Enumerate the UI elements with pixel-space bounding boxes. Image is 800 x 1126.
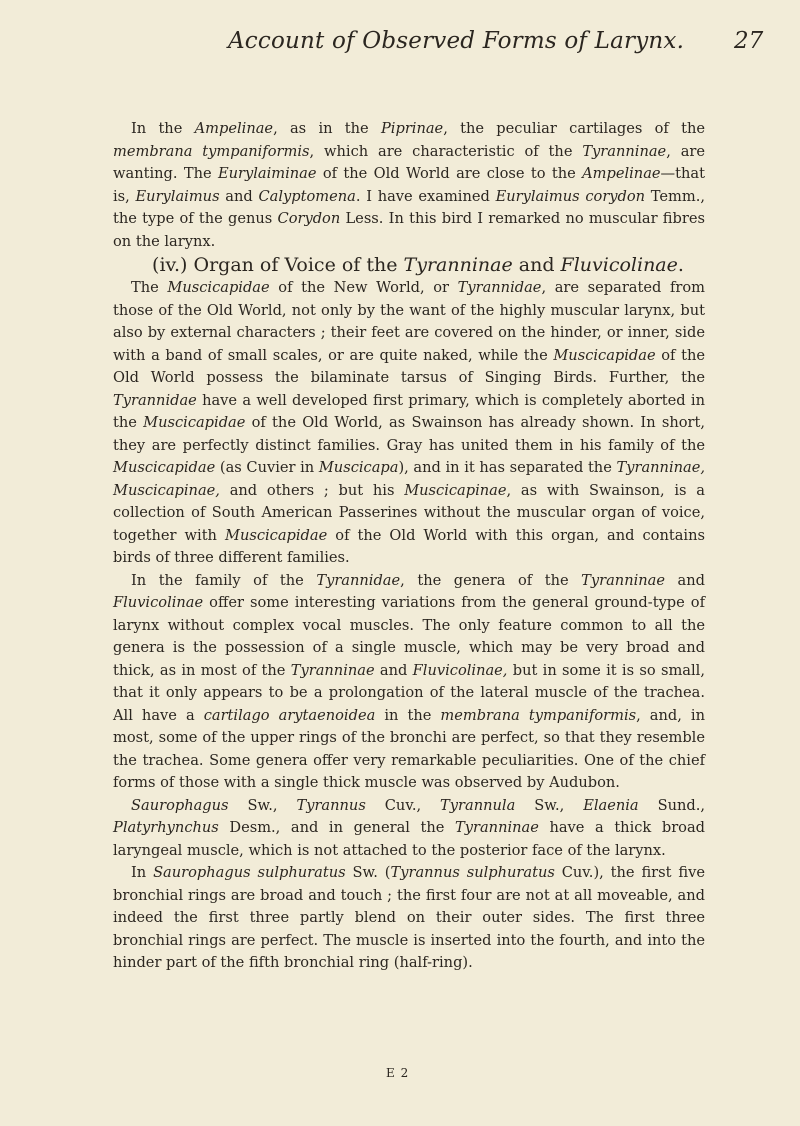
italic-term: Muscicapidae [143,414,246,431]
signature-mark: E 2 [386,1066,410,1080]
text-run: , are separated from those of the Old World, not only by the want of the highly muscular larynx, but also by external characters ; their feet are covered on the hinder, or inner, side with a band of small scales, or are quite naked, while the [113,279,705,364]
text-run: have a well developed first primary, which is completely aborted in the [113,391,705,431]
text-run: , are wanting. The [113,142,706,182]
text-run: . I have examined [355,187,496,205]
paragraph-2 [113,277,705,570]
italic-term: Muscicapidae [113,459,216,476]
text-run: of the Old World, as Swainson has already shown. In short, they are perfectly distinct families. Gray has united them in his family of the [113,414,705,454]
text-run: , and, in most, some of the upper rings of the bronchi are perfect, so that they resemble the trachea. Some genera offer very remarkable peculiarities. One of the chief forms of those with a single thick muscle was observed by Audubon. [113,706,705,791]
text-run: in the [375,706,441,724]
italic-term: Tyranninae [403,254,513,276]
text-run: In the family of the [131,571,317,589]
text-run: , as in the [273,120,381,137]
italic-term: Ampelinae [194,120,274,137]
italic-term: Tyranninae, Muscicapinae, [113,459,705,499]
text-run: ), and in it has separated the [398,459,617,476]
text-run: (iv.) Organ of Voice of the [152,254,404,276]
text-run: , as with Swainson, is a collection of South American Passerines without the muscular organ of voice, together with [113,481,705,544]
italic-term: Tyranninae [290,661,375,679]
section-heading [113,253,705,277]
text-run: Temm., the type of the genus [113,187,705,227]
italic-term: Muscicapa [318,459,399,476]
text-run: . [677,254,684,276]
text-run: , the peculiar cartilages of the [443,120,706,137]
italic-term: cartilago arytaenoidea [203,706,376,724]
text-run: The [131,279,168,296]
text-run: Less. In this bird I remarked no muscular fibres on the larynx. [113,210,705,250]
text-run: Sw. ( [345,864,391,881]
italic-term: Muscicapidae [167,279,270,296]
italic-term: Eurylaiminae [217,165,317,182]
paragraph-5 [113,862,705,975]
italic-term: Piprinae [380,120,444,137]
text-run: and [665,571,705,589]
text-run: of the Old World with this organ, and contains birds of three different families. [113,526,705,566]
page-number: 27 [734,28,764,54]
italic-term: membrana tympaniformis [440,706,637,724]
text-run: of the Old World possess the bilaminate tarsus of Singing Birds. Further, the [113,346,705,386]
italic-term: Saurophagus sulphuratus [153,864,346,881]
italic-term: Muscicapidae [553,346,656,364]
italic-term: Calyptomena [258,187,356,205]
text-run: and [219,187,259,205]
italic-term: Tyrannus [296,796,366,814]
body-text [113,118,705,975]
italic-term: Tyrannidae [316,571,401,589]
text-run: of the Old World are close to the [316,165,583,182]
text-run: and [512,254,561,276]
text-run: , which are characteristic of the [309,142,583,160]
italic-term: Fluvicolinae [560,254,678,276]
italic-term: Fluvicolinae, [412,661,508,679]
italic-term: Tyrannus sulphuratus [390,864,555,881]
italic-term: Tyrannula [440,796,516,814]
italic-term: Tyrannidae [113,391,197,409]
italic-term: Muscicapinae [404,481,507,499]
text-run: offer some interesting variations from the general ground-type of larynx without complex vocal muscles. The only feature common to all the genera is the possession of a single muscle, which may be very broad and thick, as in most of the [113,594,705,679]
italic-term: Eurylaimus [135,187,220,205]
running-title: Account of Observed Forms of Larynx. [228,28,685,54]
italic-term: Platyrhynchus [113,819,219,836]
italic-term: Saurophagus [131,796,229,814]
italic-term: Muscicapidae [225,526,328,544]
italic-term: Fluvicolinae [113,594,204,611]
text-run: Desm., and in general the [218,819,456,836]
italic-term: Ampelinae [582,165,661,182]
text-run: (as Cuvier in [215,459,319,476]
text-run: Cuv.), the first five bronchial rings are broad and touch ; the first four are not at all moveable, and indeed the first three partly blend on their outer sides. The first three bronchial rings are perfect. The muscle is inserted into the fourth, and into the hinder part of the fifth bronchial ring (half-ring). [113,864,706,971]
text-run: but in some it is so small, that it only appears to be a prolongation of the lateral muscle of the trachea. All have a [113,661,705,724]
text-run: Sw., [515,796,584,814]
italic-term: Tyranninae [455,819,539,836]
text-run: In the [131,120,195,137]
text-run: Sw., [228,796,297,814]
italic-term: Tyrannidae [457,279,542,296]
text-run: , the genera of the [400,571,582,589]
italic-term: Elaenia [583,796,639,814]
italic-term: Tyranninae [581,571,666,589]
italic-term: Eurylaimus corydon [495,187,646,205]
paragraph-3 [113,570,705,795]
italic-term: Corydon [277,210,341,227]
text-run: —that is, [113,165,705,205]
text-run: of the New World, or [269,279,458,296]
italic-term: Tyranninae [582,142,667,160]
text-run: Sund., [638,796,705,814]
text-run: In [131,864,154,881]
text-run: Cuv., [365,796,441,814]
paragraph-1 [113,118,705,253]
text-run: and [374,661,413,679]
text-run: and others ; but his [219,481,405,499]
italic-term: membrana tympaniformis [113,142,310,160]
text-run: have a thick broad laryngeal muscle, which is not attached to the posterior face of the larynx. [113,819,705,859]
paragraph-4 [113,795,705,863]
